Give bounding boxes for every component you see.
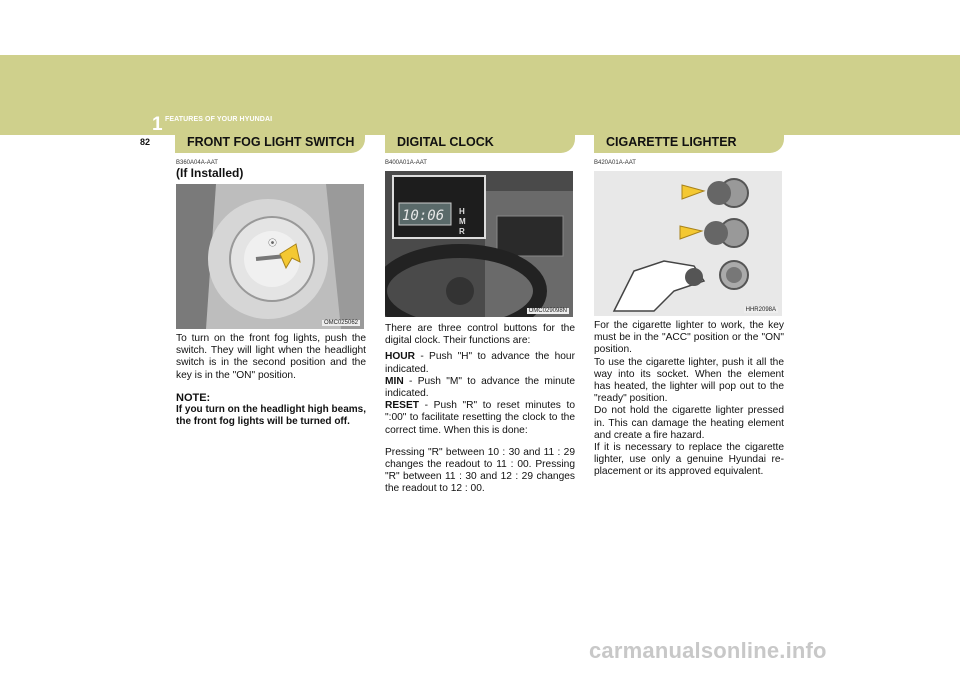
hour-button: H xyxy=(459,207,465,216)
fog-body-text: To turn on the front fog lights, push the switch. They will light when the headlight switch is in the second position and the key is in the "ON" position. xyxy=(176,333,366,381)
clock-photo xyxy=(385,171,573,317)
photo-label: HHR2098A xyxy=(745,307,776,313)
clock-display-time: 10:06 xyxy=(402,208,445,224)
section-code: B400A01A-AAT xyxy=(385,160,427,166)
lighter-illustration xyxy=(594,171,782,316)
photo-label: OMC029098N xyxy=(528,308,567,314)
reset-button: R xyxy=(459,227,465,236)
lighter-body-text: For the cigarette lighter to work, the key must be in the "ACC" position or the "ON" position. To use the cigarette lighter, push it all the way into its socket. When the element has heated, the lighter will pop out to the "ready" position. Do not hold the cigarette lighter pressed in. This can damage the heating element and create a fire hazard. If it is necessary to replace the cigarette lighter, use only a genuine Hyundai re-placement or its approved equivalent. xyxy=(594,320,784,478)
reset-label: RESET xyxy=(385,400,419,412)
fog-section xyxy=(176,160,366,428)
svg-text:⦿: ⦿ xyxy=(268,239,278,249)
fog-switch-illustration xyxy=(176,184,364,329)
hour-description xyxy=(385,351,575,375)
fog-switch-photo xyxy=(176,184,364,329)
clock-buttons xyxy=(459,207,466,237)
reset-text: - Push "R" to reset minutes to ":00" to facilitate resetting the clock to the correct time. When this is done: xyxy=(385,400,575,436)
hour-label: HOUR xyxy=(385,351,415,363)
section-code: B360A04A-AAT xyxy=(176,160,218,166)
lighter-section xyxy=(594,160,784,479)
page-number: 82 xyxy=(140,137,151,147)
note-title: NOTE: xyxy=(176,391,211,404)
tab-digital-clock: DIGITAL CLOCK xyxy=(385,131,575,153)
min-label: MIN xyxy=(385,375,404,387)
section-code: B420A01A-AAT xyxy=(594,160,636,166)
reset-description xyxy=(385,400,575,437)
lighter-photo xyxy=(594,171,782,316)
chapter-number: 1 xyxy=(152,114,163,135)
min-description xyxy=(385,376,575,400)
clock-section xyxy=(385,160,575,496)
photo-label: OMC025062 xyxy=(323,320,358,326)
tab-front-fog-light-switch: FRONT FOG LIGHT SWITCH xyxy=(175,131,365,153)
clock-intro: There are three control buttons for the digital clock. Their functions are: xyxy=(385,323,575,347)
tab-cigarette-lighter: CIGARETTE LIGHTER xyxy=(594,131,784,153)
watermark-text: carmanualsonline.info xyxy=(589,638,827,663)
dashboard-illustration xyxy=(385,171,573,317)
hour-text: - Push "H" to advance the hour indicated. xyxy=(385,351,575,375)
chapter-title: FEATURES OF YOUR HYUNDAI xyxy=(165,116,273,123)
pressing-text: Pressing "R" between 10 : 30 and 11 : 29 changes the readout to 11 : 00. Pressing "R" between 11 : 30 and 12 : 29 changes the readout to 12 : 00. xyxy=(385,446,575,495)
minute-button: M xyxy=(459,217,466,226)
if-installed-subtitle: (If Installed) xyxy=(176,166,244,180)
header-band xyxy=(0,55,960,135)
note-body: If you turn on the headlight high beams, the front fog lights will be turned off. xyxy=(176,403,366,427)
min-text: - Push "M" to advance the minute indicated. xyxy=(385,375,575,400)
